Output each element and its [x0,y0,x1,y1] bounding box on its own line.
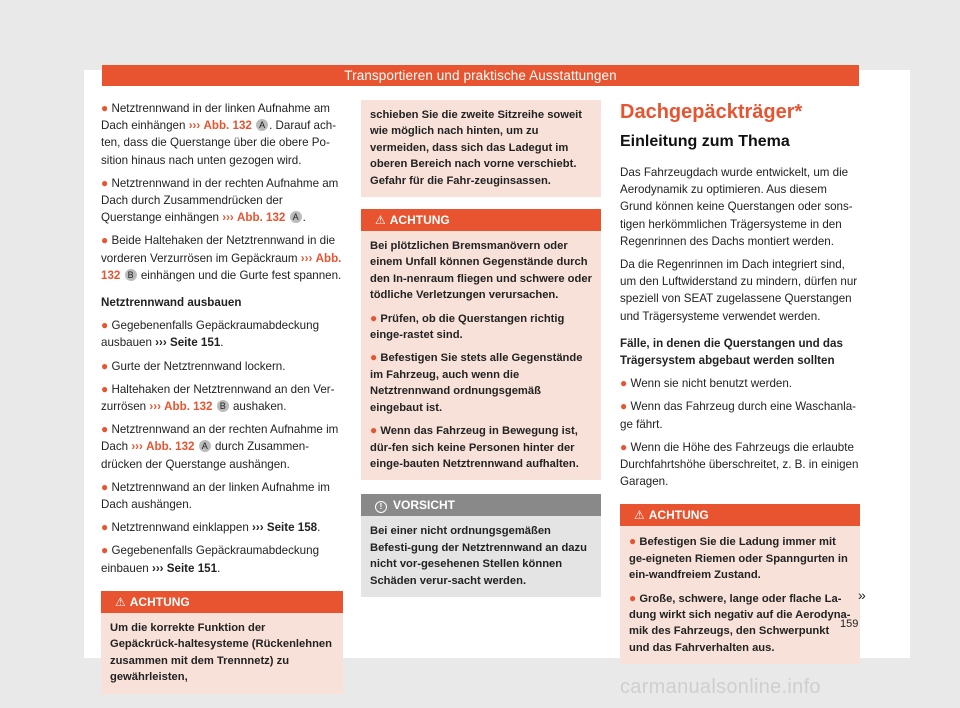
marker-b: B [217,400,229,412]
page-link[interactable]: Seite 151 [170,336,221,350]
marker-a: A [199,440,211,452]
warning-triangle-icon: ⚠ [115,594,126,609]
section-subtitle: Einleitung zum Thema [620,133,790,150]
figure-link[interactable]: Abb. 132 [164,400,213,414]
warning-item: ● Befestigen Sie die Ladung immer mit ge-eigneten Riemen oder Spanngurten in ein-wandfreiem Zustand. [629,534,848,582]
caution-body: Bei einer nicht ordnungsgemäßen Befesti-gung der Netztrennwand an dazu nicht vor-gesehenen Stellen können Schäden verur-sacht werden. [361,516,601,597]
info-icon: ! [375,501,387,513]
subheading: Netztrennwand ausbauen [101,296,242,310]
step-item: ● Gegebenenfalls Gepäckraumabdeckung einbauen ››› Seite 151. [101,543,320,575]
column-left [101,100,343,694]
step-item: ● Netztrennwand an der linken Aufnahme im Dach aushängen. [101,479,330,512]
warning-box [101,591,343,694]
step-item: ● Beide Haltehaken der Netztrennwand in die vorderen Verzurrösen im Gepäckraum ››› Abb. 132 B einhängen und die Gurte fest spannen. [101,233,342,282]
paragraph: Das Fahrzeugdach wurde entwickelt, um die Aerodynamik zu optimieren. Aus diesem Grund können keine Querstangen oder sons-tigen herkömmlichen Trägersysteme in den Regenrinnen des Dachs montiert werden. [620,166,853,248]
watermark: carmanualsonline.info [620,676,821,698]
page-link[interactable]: Seite 158 [266,521,318,535]
warning-item: ● Große, schwere, lange oder flache La-dung wirkt sich negativ auf die Aerodyna-mik des Fahrzeugs, den Schwerpunkt und das Fahrverhalten aus. [629,590,851,654]
figure-link[interactable]: Abb. 132 [203,119,252,133]
continue-marker: » [858,587,866,603]
warning-body: Bei plötzlichen Bremsmanövern oder einem Unfall können Gegenstände durch den In-nenraum fliegen und schwere oder tödliche Verletzungen verursachen. ● Prüfen, ob die Querstangen richtig einge-rastet sind. ● Befestigen Sie stets alle Gegenstände im Fahrzeug, auch wenn die Netztrennwand ordnungsgemäß eingebaut ist. ● Wenn das Fahrzeug in Bewegung ist, dür-fen sich keine Personen hinter der einge-bauten Netztrennwand aufhalten. [361,231,601,480]
list-item: ● Wenn das Fahrzeug durch eine Waschanla-ge fährt. [620,399,857,431]
column-middle [361,100,601,597]
paragraph: Da die Regenrinnen im Dach integriert sind, um den Luftwiderstand zu mindern, dürfen nur speziell von SEAT zugelassene Querstangen und Trägersysteme verwendet werden. [620,258,858,323]
warning-box [620,504,860,664]
column-right [620,100,860,664]
list-item: ● Wenn die Höhe des Fahrzeugs die erlaubte Durchfahrtshöhe überschreitet, z. B. in einigen Garagen. [620,439,859,489]
step-item: ● Netztrennwand in der rechten Aufnahme am Dach durch Zusammendrücken der Querstange einhängen ››› Abb. 132 A . [101,175,339,225]
warning-continued-body: schieben Sie die zweite Sitzreihe soweit wie möglich nach hinten, um zu vermeiden, dass sich das Ladegut im oberen Bereich nach vorne verschiebt. Gefahr für die Fahr-zeuginsassen. [361,100,601,197]
warning-header: ⚠ ACHTUNG [620,504,860,526]
list-item: ● Wenn sie nicht benutzt werden. [620,376,793,391]
warning-box [361,209,601,480]
marker-a: A [290,211,302,223]
step-item: ● Netztrennwand einklappen ››› Seite 158. [101,520,321,535]
page-number: 159 [840,618,859,630]
step-item: ● Netztrennwand an der rechten Aufnahme im Dach ››› Abb. 132 A durch Zusammen-drücken der Querstange aushängen. [101,422,339,471]
warning-header: ⚠ ACHTUNG [101,591,343,613]
section-header: Transportieren und praktische Ausstattungen [102,65,859,86]
step-item: ● Gegebenenfalls Gepäckraumabdeckung ausbauen ››› Seite 151. [101,318,320,350]
marker-b: B [125,269,137,281]
step-item: ● Gurte der Netztrennwand lockern. [101,358,286,373]
figure-link[interactable]: Abb. 132 [237,211,286,225]
step-item: ● Haltehaken der Netztrennwand an den Ver-zurrösen ››› Abb. 132 B aushaken. [101,381,335,414]
warning-triangle-icon: ⚠ [634,508,645,523]
page-link[interactable]: Seite 151 [166,561,218,575]
section-title: Dachgepäckträger* [620,101,803,123]
step-item: ● Netztrennwand in der linken Aufnahme am Dach einhängen ››› Abb. 132 A . Darauf ach-ten, dass die Querstange über die obere Po-sition hinaus nach unten gezogen wird. [101,101,337,167]
subheading: Fälle, in denen die Querstangen und das Trägersystem abgebaut werden sollten [620,336,843,368]
warning-triangle-icon: ⚠ [375,213,386,228]
warning-body: Um die korrekte Funktion der Gepäckrück-haltesysteme (Rückenlehnen zusammen mit dem Trennnetz) zu gewährleisten, [101,613,343,694]
ref-arrows: ››› [188,119,201,133]
warning-item: ● Befestigen Sie stets alle Gegenstände im Fahrzeug, auch wenn die Netztrennwand ordnungsgemäß eingebaut ist. [370,350,583,414]
warning-body [620,526,860,664]
caution-box [361,494,601,597]
figure-link[interactable]: Abb. 132 [101,251,342,282]
warning-header: ⚠ ACHTUNG [361,209,601,231]
warning-item: ● Prüfen, ob die Querstangen richtig einge-rastet sind. [370,310,565,342]
warning-item: ● Wenn das Fahrzeug in Bewegung ist, dür-fen sich keine Personen hinter der einge-bauten Netztrennwand aufhalten. [370,423,579,470]
marker-a: A [256,119,268,131]
caution-header: ! VORSICHT [361,494,601,516]
figure-link[interactable]: Abb. 132 [146,440,195,454]
